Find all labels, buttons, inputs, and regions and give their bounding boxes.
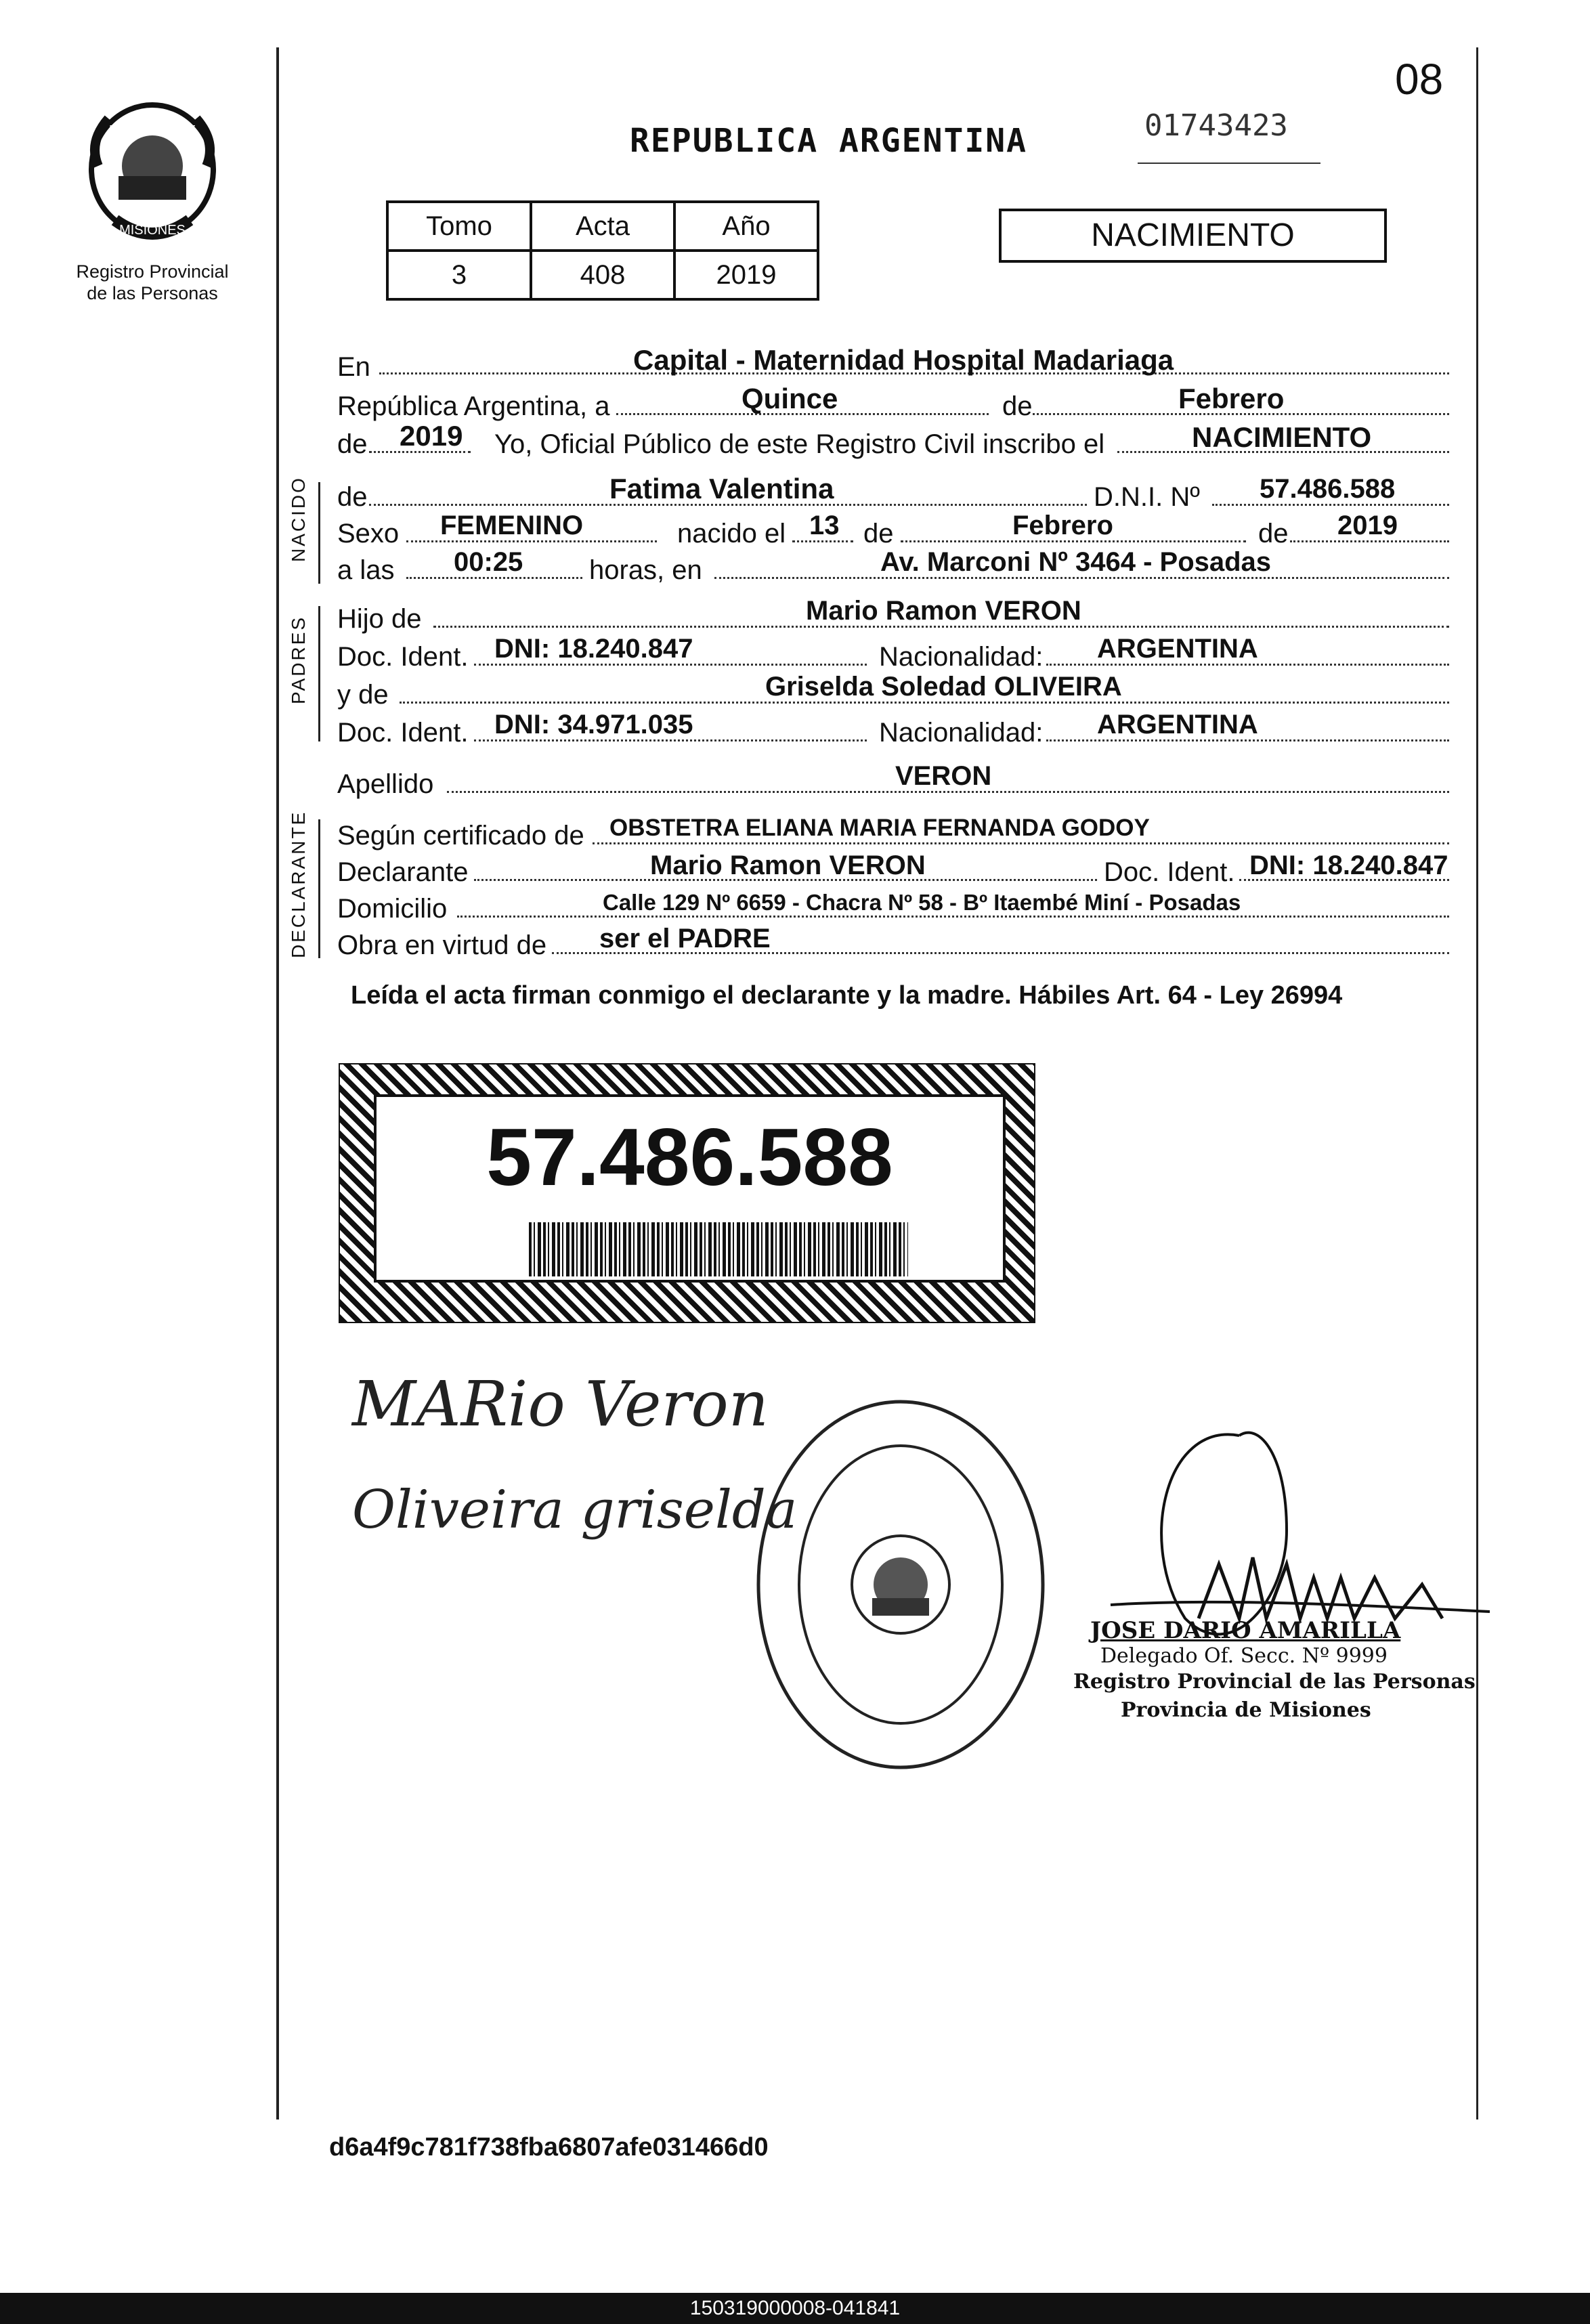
de-label-2: de bbox=[337, 429, 368, 459]
nacido-bracket bbox=[318, 482, 320, 584]
father-doc-label: Doc. Ident. bbox=[337, 642, 469, 672]
td-acta: 408 bbox=[531, 251, 674, 299]
official-name: JOSE DARIO AMARILLA bbox=[1090, 1617, 1401, 1644]
official-title-3: Provincia de Misiones bbox=[1121, 1698, 1371, 1722]
de-label-1: de bbox=[1002, 391, 1033, 421]
mother-doc: DNI: 34.971.035 bbox=[494, 710, 693, 739]
dni-sticker bbox=[339, 1063, 1035, 1323]
serial-number: 01743423 bbox=[1144, 108, 1288, 143]
sexo-label: Sexo bbox=[337, 519, 400, 548]
official-title-1: Delegado Of. Secc. Nº 9999 bbox=[1100, 1644, 1388, 1668]
registry-name: Registro Provincial de las Personas bbox=[76, 261, 229, 303]
serial-underline bbox=[1138, 163, 1320, 164]
country-title: REPUBLICA ARGENTINA bbox=[630, 122, 1028, 160]
doc-type: NACIMIENTO bbox=[1091, 217, 1295, 253]
dots-domicile bbox=[457, 916, 1449, 918]
birth-time: 00:25 bbox=[454, 547, 523, 577]
father-doc: DNI: 18.240.847 bbox=[494, 634, 693, 664]
birth-year: 2019 bbox=[1337, 511, 1398, 540]
birth-day: 13 bbox=[809, 511, 840, 540]
logo-lettering-top: PROVINCIA DE bbox=[108, 123, 196, 137]
dni-label: D.N.I. Nº bbox=[1094, 482, 1200, 512]
mother-doc-label: Doc. Ident. bbox=[337, 718, 469, 748]
acta-table bbox=[386, 200, 819, 301]
alas-label: a las bbox=[337, 555, 395, 585]
th-anio: Año bbox=[674, 202, 818, 251]
official-seal bbox=[752, 1395, 1050, 1774]
sexo: FEMENINO bbox=[440, 511, 584, 540]
horas-label: horas, en bbox=[589, 555, 702, 585]
td-anio: 2019 bbox=[674, 251, 818, 299]
yde-label: y de bbox=[337, 680, 389, 710]
dni-sticker-number: 57.486.588 bbox=[486, 1112, 893, 1203]
mother-name: Griselda Soledad OLIVEIRA bbox=[765, 672, 1122, 702]
left-margin-line bbox=[276, 47, 279, 2119]
cert-label: Según certificado de bbox=[337, 821, 584, 851]
logo-lettering-bottom: MISIONES bbox=[119, 223, 186, 238]
father-nat: ARGENTINA bbox=[1097, 634, 1258, 664]
nacido-de-label: de bbox=[337, 482, 368, 512]
doc-type-box bbox=[999, 209, 1387, 263]
father-nat-label: Nacionalidad: bbox=[879, 642, 1044, 672]
footer-bar bbox=[0, 2293, 1590, 2324]
day-words: Quince bbox=[742, 383, 838, 414]
footer-code: 150319000008-041841 bbox=[689, 2297, 901, 2319]
padres-side-label: PADRES bbox=[288, 615, 309, 704]
father-name: Mario Ramon VERON bbox=[806, 596, 1081, 626]
apellido: VERON bbox=[895, 761, 992, 791]
declarant: Mario Ramon VERON bbox=[650, 851, 926, 880]
th-acta: Acta bbox=[531, 202, 674, 251]
page-number: 08 bbox=[1395, 55, 1444, 104]
mother-nat: ARGENTINA bbox=[1097, 710, 1258, 739]
obra: ser el PADRE bbox=[599, 924, 771, 953]
republica-label: República Argentina, a bbox=[337, 391, 610, 421]
child-dni: 57.486.588 bbox=[1260, 474, 1396, 504]
nacido-el-label: nacido el bbox=[677, 519, 786, 548]
dni-sticker-inner bbox=[374, 1094, 1006, 1283]
nacido-side-label: NACIDO bbox=[288, 476, 309, 562]
obra-label: Obra en virtud de bbox=[337, 930, 547, 960]
birth-address: Av. Marconi Nº 3464 - Posadas bbox=[880, 547, 1272, 577]
dni-sticker-barcode bbox=[529, 1222, 908, 1276]
dots-cert bbox=[593, 842, 1449, 844]
nacido-de-label-2: de bbox=[863, 519, 894, 548]
cert: OBSTETRA ELIANA MARIA FERNANDA GODOY bbox=[609, 815, 1150, 841]
nacido-de-label-3: de bbox=[1258, 519, 1289, 548]
month: Febrero bbox=[1178, 383, 1285, 414]
domicile: Calle 129 Nº 6659 - Chacra Nº 58 - Bº Itaembé Miní - Posadas bbox=[603, 890, 1241, 915]
yo-text: Yo, Oficial Público de este Registro Civil inscribo el bbox=[494, 429, 1105, 459]
place: Capital - Maternidad Hospital Madariaga bbox=[633, 344, 1174, 376]
right-margin-line bbox=[1476, 47, 1478, 2119]
act-type: NACIMIENTO bbox=[1192, 421, 1372, 453]
official-title-2: Registro Provincial de las Personas bbox=[1073, 1670, 1476, 1694]
td-tomo: 3 bbox=[387, 251, 531, 299]
year: 2019 bbox=[400, 420, 463, 452]
birth-month: Febrero bbox=[1012, 511, 1113, 540]
mother-signature: Oliveira griselda bbox=[352, 1480, 798, 1541]
hijo-label: Hijo de bbox=[337, 604, 422, 634]
province-logo bbox=[78, 102, 227, 257]
decl-doc-label: Doc. Ident. bbox=[1104, 857, 1235, 887]
closing-text: Leída el acta firman conmigo el declarante y la madre. Hábiles Art. 64 - Ley 26994 bbox=[351, 981, 1343, 1010]
document-hash: d6a4f9c781f738fba6807afe031466d0 bbox=[329, 2133, 769, 2161]
declarante-bracket bbox=[318, 819, 320, 958]
en-label: En bbox=[337, 352, 370, 382]
declarant-doc: DNI: 18.240.847 bbox=[1249, 851, 1448, 880]
child-name: Fatima Valentina bbox=[609, 473, 834, 504]
decl-label: Declarante bbox=[337, 857, 469, 887]
declarante-side-label: DECLARANTE bbox=[288, 810, 309, 958]
dom-label: Domicilio bbox=[337, 894, 448, 924]
apellido-label: Apellido bbox=[337, 769, 434, 799]
declarant-signature: MARio Veron bbox=[352, 1368, 769, 1440]
mother-nat-label: Nacionalidad: bbox=[879, 718, 1044, 748]
padres-bracket bbox=[318, 606, 320, 741]
th-tomo: Tomo bbox=[387, 202, 531, 251]
